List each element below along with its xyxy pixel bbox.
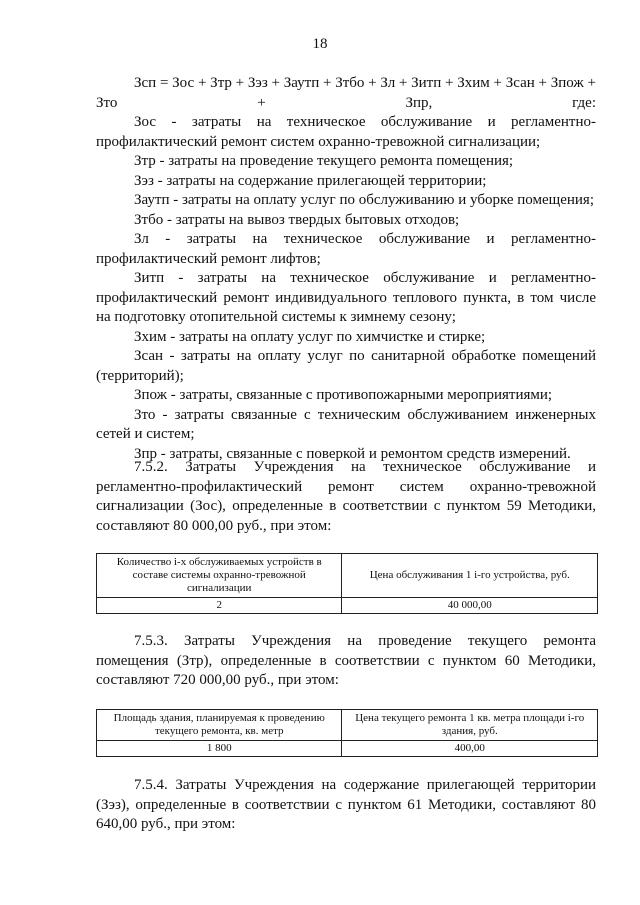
section-7-5-4-text: 7.5.4. Затраты Учреждения на содержание прилегающей территории (Зэз), определенные в соответствии с пунктом 61 Методики, составляют 80 640,00 руб., при этом:: [96, 777, 596, 832]
definition-item: Зтбо - затраты на вывоз твердых бытовых отходов;: [134, 211, 460, 228]
table-header-cell: Цена текущего ремонта 1 кв. метра площади i-го здания, руб.: [342, 710, 598, 741]
definitions-block: [96, 74, 596, 464]
definition-item: Зсан - затраты на оплату услуг по санитарной обработке помещений (территорий);: [96, 348, 596, 384]
definition-item: Зл - затраты на техническое обслуживание и регламентно-профилактический ремонт лифтов;: [96, 231, 596, 267]
definition-item: Зос - затраты на техническое обслуживание и регламентно-профилактический ремонт систем охранно-тревожной сигнализации;: [96, 114, 596, 150]
definition-item: Заутп - затраты на оплату услуг по обслуживанию и уборке помещения;: [134, 192, 594, 208]
section-7-5-3-text: 7.5.3. Затраты Учреждения на проведение текущего ремонта помещения (Зтр), определенные в соответствии с пунктом 60 Методики, составляют 720 000,00 руб., при этом:: [96, 633, 596, 688]
table-cell: 1 800: [97, 741, 342, 757]
table-cell: 40 000,00: [342, 598, 598, 614]
table-header-cell: Количество i-х обслуживаемых устройств в составе системы охранно-тревожной сигнализации: [97, 554, 342, 598]
definition-item: Зтр - затраты на проведение текущего ремонта помещения;: [134, 153, 514, 169]
cost-formula: Зсп = Зос + Зтр + Зэз + Заутп + Зтбо + Зл + Зитп + Зхим + Зсан + Зпож + Зто + Зпр, где:: [96, 75, 596, 111]
definition-item: Зэз - затраты на содержание прилегающей территории;: [134, 172, 487, 189]
table-cell: 400,00: [342, 741, 598, 757]
definition-item: Зитп - затраты на техническое обслуживание и регламентно-профилактический ремонт индивидуального теплового пункта, в том числе на подготовку отопительной системы к зимнему сезону;: [96, 270, 596, 325]
definition-item: Зпр - затраты, связанные с поверкой и ремонтом средств измерений.: [134, 445, 571, 462]
table-row: [97, 741, 598, 757]
table-row: [97, 598, 598, 614]
table-header-cell: Площадь здания, планируемая к проведению текущего ремонта, кв. метр: [97, 710, 342, 741]
page-number: 18: [312, 36, 328, 52]
table-cell: 2: [97, 598, 342, 614]
definition-item: Зхим - затраты на оплату услуг по химчистке и стирке;: [134, 328, 486, 345]
table-header-cell: Цена обслуживания 1 i-го устройства, руб.: [342, 554, 598, 598]
table-current-repair: [96, 709, 598, 757]
section-7-5-2-text: 7.5.2. Затраты Учреждения на техническое обслуживание и регламентно-профилактический ремонт систем охранно-тревожной сигнализации (Зос), определенные в соответствии с пунктом 59 Методики, составляют 80 000,00 руб., при этом:: [96, 459, 596, 534]
table-security-systems: [96, 553, 598, 614]
definition-item: Зпож - затраты, связанные с противопожарными мероприятиями;: [134, 387, 553, 403]
table-header-row: [97, 710, 598, 741]
table-header-row: [97, 554, 598, 598]
definition-item: Зто - затраты связанные с техническим обслуживанием инженерных сетей и систем;: [96, 406, 596, 442]
